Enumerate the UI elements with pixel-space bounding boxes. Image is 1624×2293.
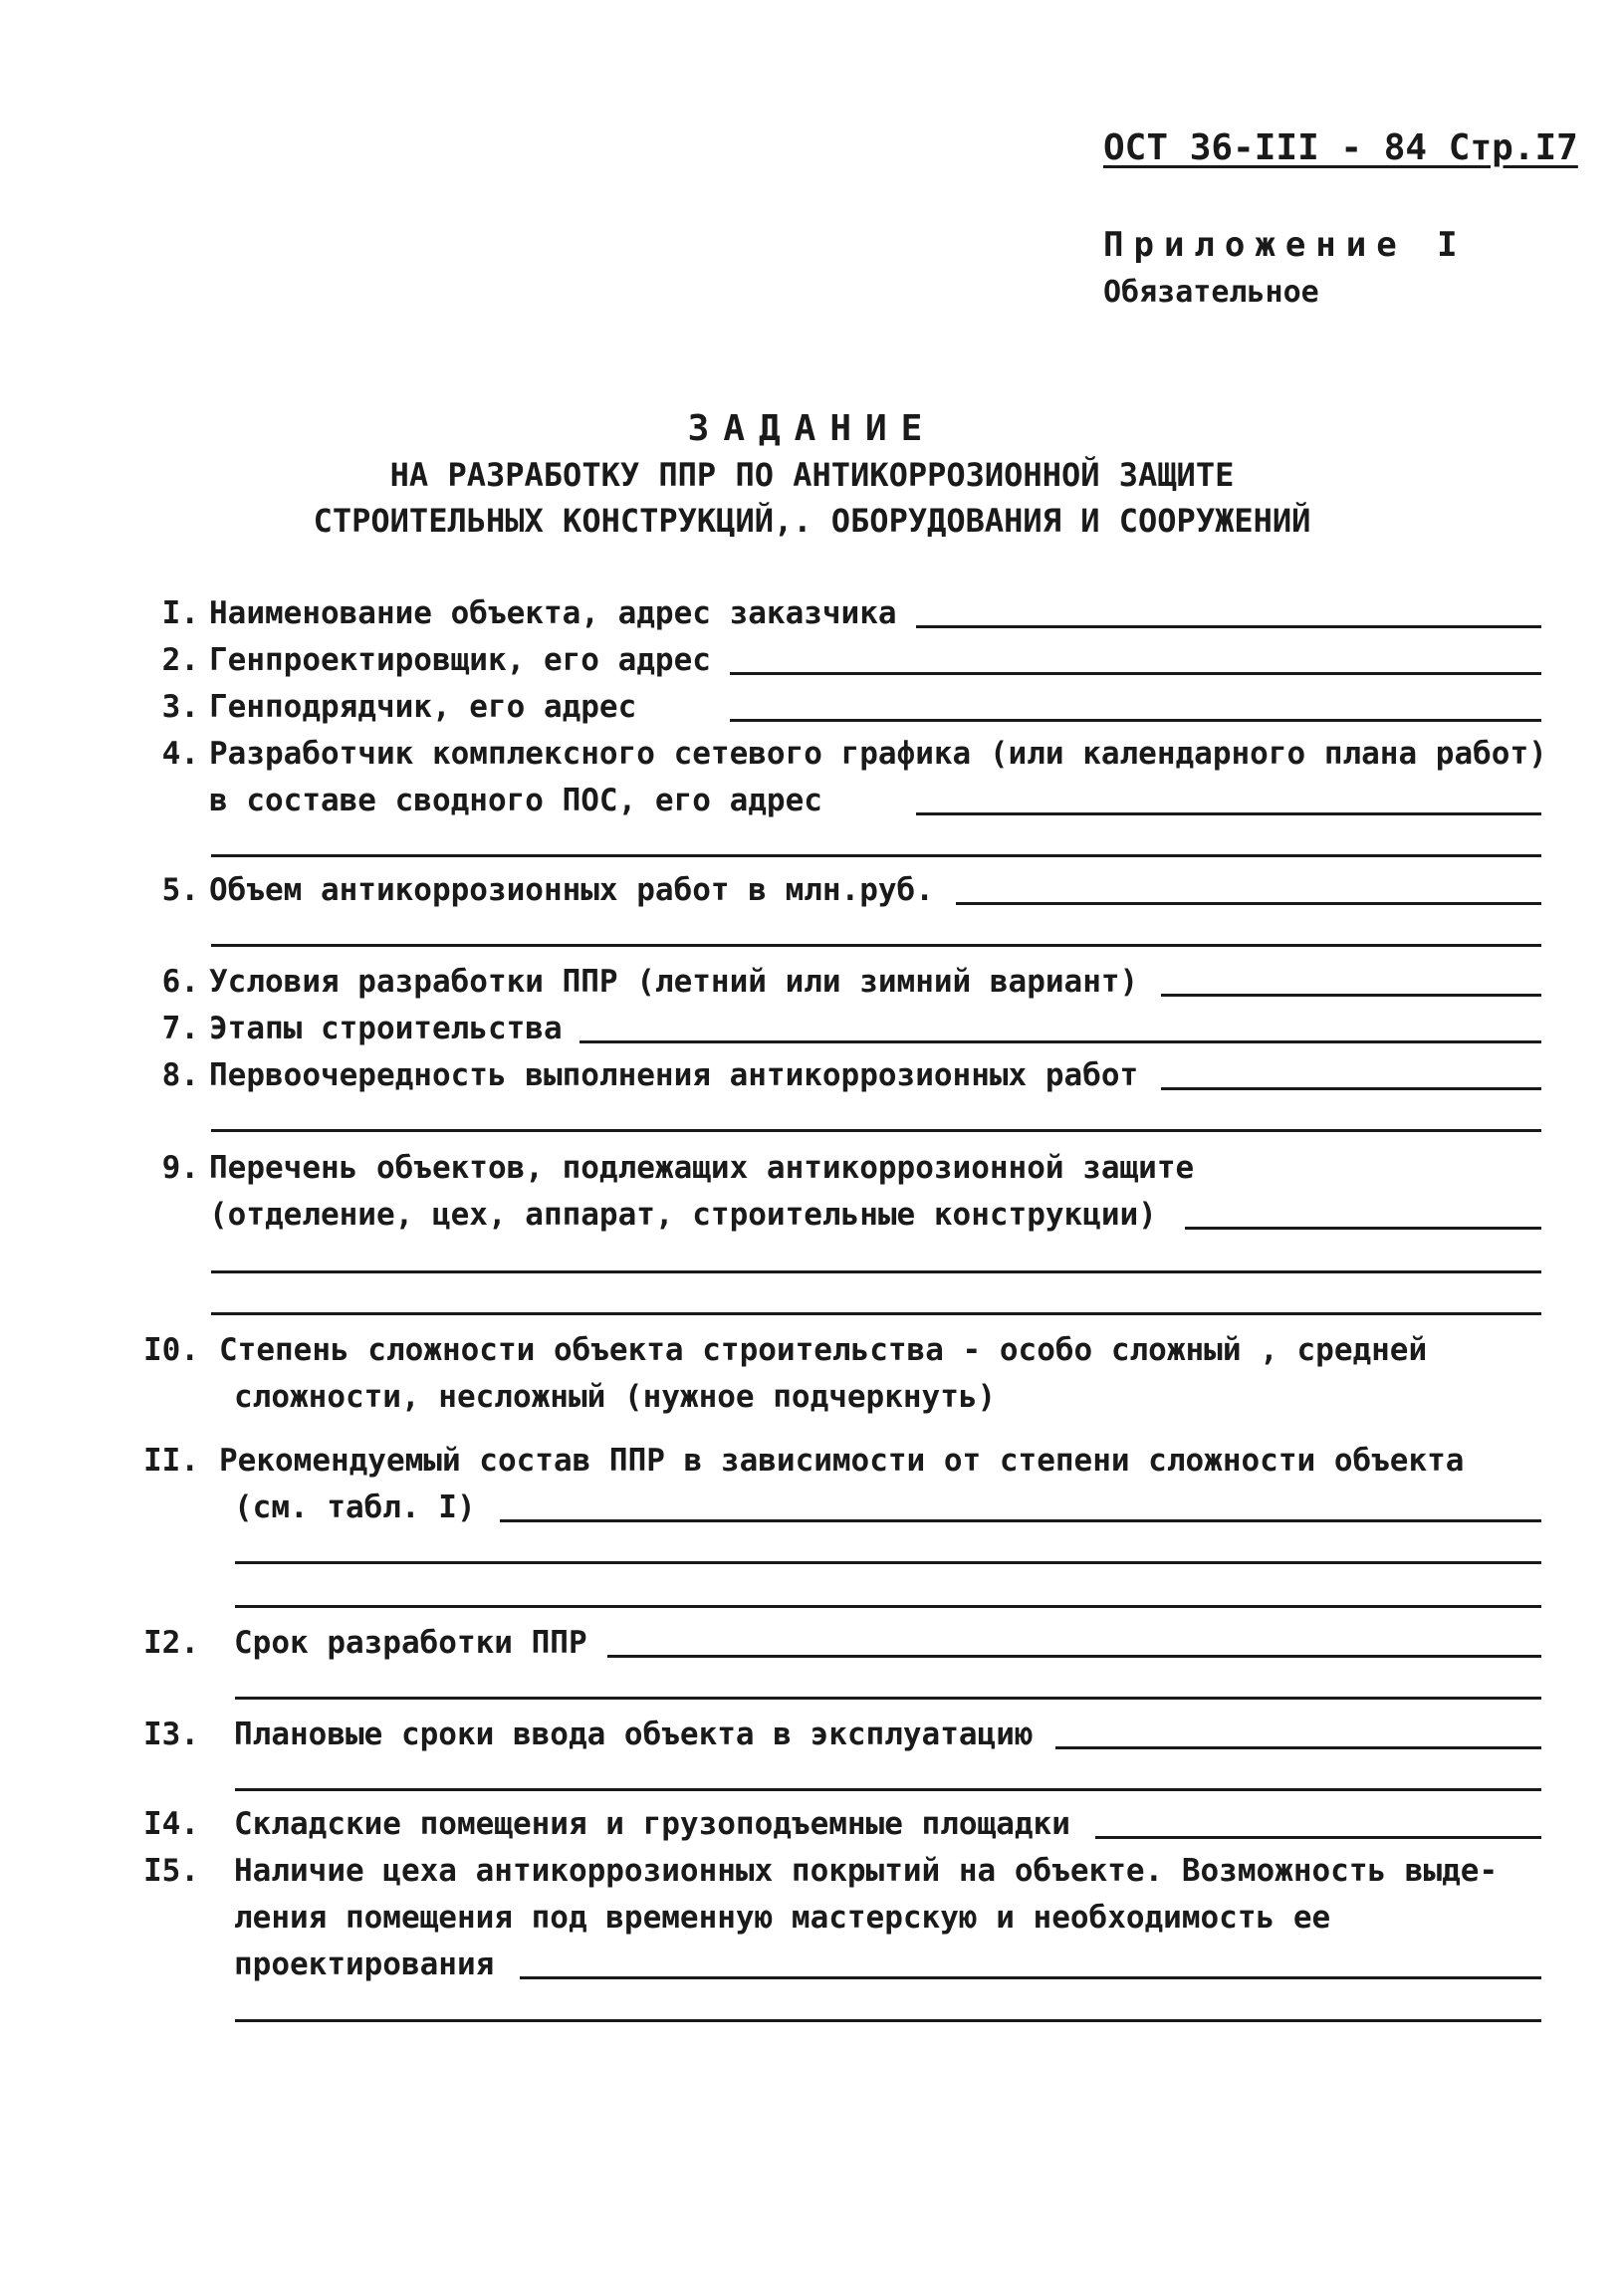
item-number: I5.	[143, 1853, 199, 1889]
fill-in-line[interactable]	[235, 1561, 1541, 1564]
item-label: проектирования	[234, 1947, 495, 1982]
item-number: 9.	[161, 1150, 199, 1186]
fill-in-line[interactable]	[235, 2019, 1541, 2022]
item-number: I2.	[143, 1625, 199, 1661]
item-label: (см. табл. I)	[234, 1490, 476, 1525]
item-number: I4.	[143, 1806, 199, 1842]
item-number: 7.	[161, 1011, 199, 1046]
item-label: в составе сводного ПОС, его адрес	[209, 783, 822, 818]
fill-in-line[interactable]	[520, 1976, 1541, 1979]
item-number: I3.	[143, 1717, 199, 1752]
item-label: Разработчик комплексного сетевого графика (или календарного плана работ)	[209, 736, 1547, 772]
item-number: I0.	[143, 1332, 199, 1368]
item-label: Объем антикоррозионных работ в млн.руб.	[209, 872, 934, 908]
item-label: (отделение, цех, аппарат, строительные конструкции)	[209, 1197, 1157, 1233]
item-label: Наличие цеха антикоррозионных покрытий на объекте. Возможность выде-	[234, 1853, 1499, 1889]
fill-in-line[interactable]	[211, 1270, 1541, 1273]
fill-in-line[interactable]	[211, 1129, 1541, 1132]
item-label: Генпроектировщик, его адрес	[209, 642, 711, 678]
item-label: ления помещения под временную мастерскую и необходимость ее	[234, 1900, 1331, 1936]
item-label: Первоочередность выполнения антикоррозионных работ	[209, 1057, 1139, 1093]
item-label: сложности, несложный (нужное подчеркнуть)	[234, 1379, 997, 1415]
item-label: Этапы строительства	[209, 1011, 563, 1046]
fill-in-line[interactable]	[730, 672, 1541, 675]
fill-in-line[interactable]	[916, 812, 1541, 815]
fill-in-line[interactable]	[1095, 1836, 1541, 1839]
title-line-1: НА РАЗРАБОТКУ ППР ПО АНТИКОРРОЗИОННОЙ ЗАЩИТЕ	[389, 456, 1235, 494]
item-number: 2.	[161, 642, 199, 678]
item-label: Срок разработки ППР	[234, 1625, 587, 1661]
fill-in-line[interactable]	[1185, 1227, 1541, 1230]
item-label: Условия разработки ППР (летний или зимний вариант)	[209, 964, 1139, 1000]
document-code: ОСТ 36-III - 84 Стр.I7	[1103, 127, 1578, 168]
fill-in-line[interactable]	[580, 1040, 1541, 1043]
appendix-label: Приложение I	[1103, 225, 1468, 265]
item-number: I.	[161, 595, 199, 631]
item-number: 4.	[161, 736, 199, 772]
fill-in-line[interactable]	[956, 902, 1541, 905]
fill-in-line[interactable]	[1161, 1087, 1541, 1090]
fill-in-line[interactable]	[607, 1655, 1541, 1658]
fill-in-line[interactable]	[916, 625, 1541, 628]
item-number: 3.	[161, 689, 199, 725]
item-label: Степень сложности объекта строительства - особо сложный , средней	[219, 1332, 1428, 1368]
item-number: 6.	[161, 964, 199, 1000]
item-label: Перечень объектов, подлежащих антикоррозионной защите	[209, 1150, 1195, 1186]
item-number: 5.	[161, 872, 199, 908]
fill-in-line[interactable]	[211, 854, 1541, 857]
fill-in-line[interactable]	[211, 944, 1541, 947]
fill-in-line[interactable]	[211, 1312, 1541, 1315]
fill-in-line[interactable]	[1055, 1746, 1541, 1749]
fill-in-line[interactable]	[235, 1605, 1541, 1608]
item-label: Рекомендуемый состав ППР в зависимости от степени сложности объекта	[219, 1443, 1465, 1479]
fill-in-line[interactable]	[730, 719, 1541, 722]
page-title: ЗАДАНИЕ	[687, 408, 937, 449]
title-line-2: СТРОИТЕЛЬНЫХ КОНСТРУКЦИЙ,. ОБОРУДОВАНИЯ И СООРУЖЕНИЙ	[313, 502, 1311, 540]
fill-in-line[interactable]	[1161, 994, 1541, 997]
item-label: Наименование объекта, адрес заказчика	[209, 595, 897, 631]
item-label: Генподрядчик, его адрес	[209, 689, 637, 725]
fill-in-line[interactable]	[235, 1788, 1541, 1791]
item-number: II.	[143, 1443, 199, 1479]
item-number: 8.	[161, 1057, 199, 1093]
fill-in-line[interactable]	[500, 1519, 1541, 1522]
appendix-status: Обязательное	[1103, 275, 1319, 310]
item-label: Складские помещения и грузоподъемные площадки	[234, 1806, 1070, 1842]
fill-in-line[interactable]	[235, 1697, 1541, 1700]
item-label: Плановые сроки ввода объекта в эксплуатацию	[234, 1717, 1034, 1752]
